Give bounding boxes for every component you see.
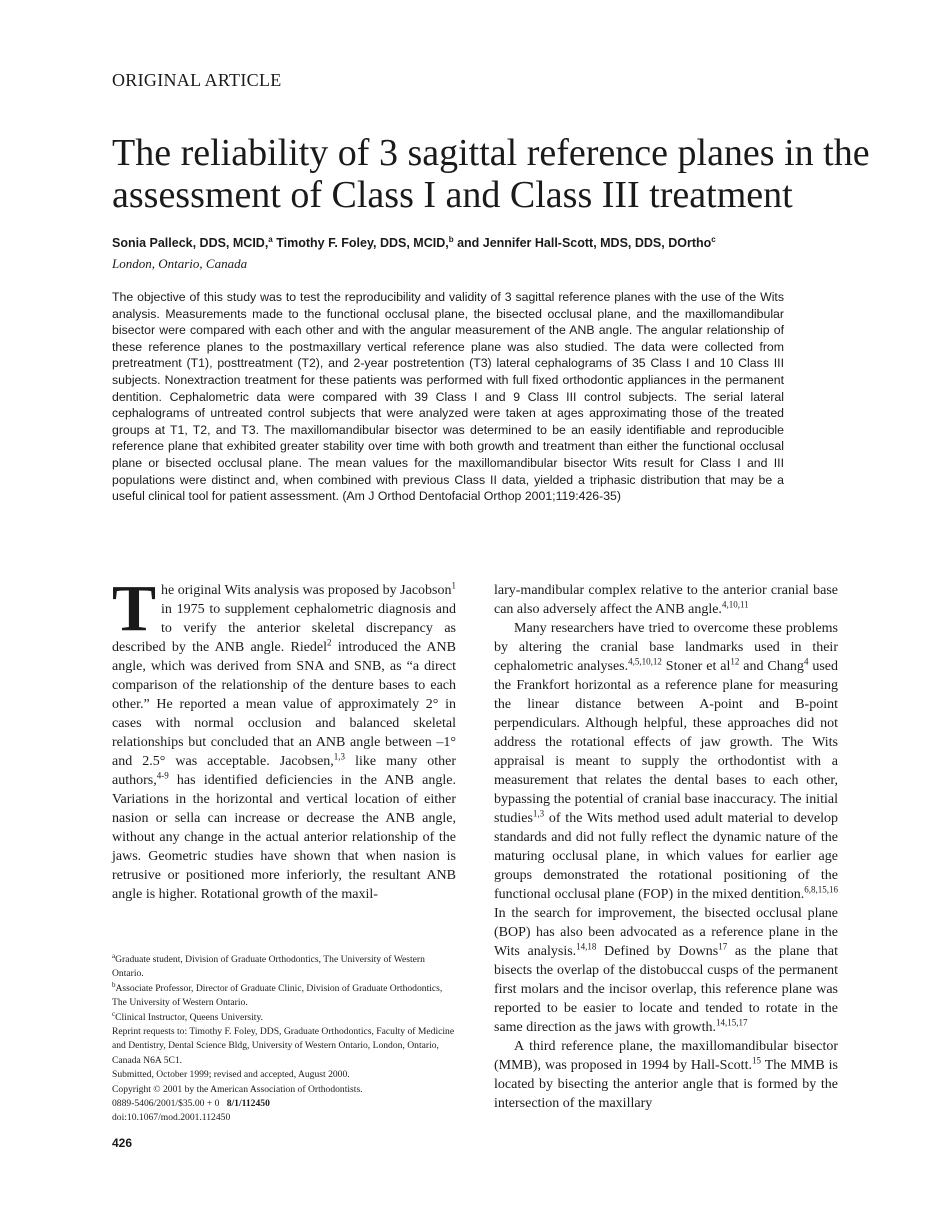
body-paragraph [494,619,838,1037]
reference-superscript: 14,15,17 [716,1017,748,1028]
author-name: and Jennifer Hall-Scott, MDS, DDS, DOrtho [453,236,712,250]
body-column-left [112,572,456,904]
body-text: Defined by Downs [596,944,719,959]
body-text: in 1975 to supplement cephalometric diagnosis and to verify the anterior skeletal discrepancy as described by the ANB angle. Riedel [112,602,456,655]
body-paragraph [494,581,838,619]
drop-cap: T [112,572,157,645]
abstract: The objective of this study was to test the reproducibility and validity of 3 sagittal reference planes with the use of the Wits analysis. Measurements made to the functional occlusal plane, the bisected occlusal plane, and the maxillomandibular bisector were compared with each other and with the angular measurement of the ANB angle. The angular relationship of these reference planes to the postmaxillary vertical reference plane was also studied. The data were collected from pretreatment (T1), posttreatment (T2), and 2-year postretention (T3) lateral cephalograms of 35 Class I and 10 Class III subjects. Nonextraction treatment for these patients was performed with full fixed orthodontic appliances in the permanent dentition. Cephalometric data were compared with 39 Class I and 9 Class III control subjects. The serial lateral cephalograms of untreated control subjects that were analyzed were taken at ages approximating those of the treated groups at T1, T2, and T3. The maxillomandibular bisector was determined to be an easily identifiable and reproducible reference plane that exhibited greater stability over time with both growth and treatment than either the functional occlusal plane or bisected occlusal plane. The mean values for the maxillomandibular bisector Wits result for Class I and III populations were distinct and, when combined with previous Class II data, yielded a triphasic distribution that may be a useful clinical tool for patient assessment. (Am J Orthod Dentofacial Orthop 2001;119:426-35) [112,290,784,504]
footnote-text: Associate Professor, Director of Graduate Clinic, Division of Graduate Orthodontics, The University of Western Ontario. [112,982,443,1009]
issn: 0889-5406/2001/$35.00 + 0 [112,1098,220,1110]
footnote-mark: b [112,980,116,989]
footnote-text: Clinical Instructor, Queens University. [115,1011,264,1023]
body-text: as the plane that bisects the overlap of the distobuccal cusps of the permanent first molars and the incisor overlap, this reference plane was reported to be easier to locate and tended to rotate in the same direction as the jaws with growth. [494,944,839,1035]
body-text: lary-mandibular complex relative to the anterior cranial base can also adversely affect the ANB angle. [494,583,838,617]
reference-superscript: 6,8,15,16 [804,884,838,895]
copyright: Copyright © 2001 by the American Association of Orthodontists. [112,1083,363,1095]
footnote-text: Graduate student, Division of Graduate Orthodontics, The University of Western Ontario. [112,954,425,980]
author-affiliation-mark: b [448,234,454,244]
reference-superscript: 14,18 [576,941,597,952]
reference-superscript: 4,5,10,12 [628,656,662,667]
reference-superscript: 15 [751,1055,761,1066]
author-affiliation-mark: c [711,234,716,244]
reference-superscript: 1 [451,580,456,591]
reference-superscript: 4-9 [156,770,169,781]
body-text: The MMB is located by bisecting the anterior angle that is formed by the intersection of the maxillary [494,1058,838,1111]
article-code: 8/1/112450 [226,1098,270,1110]
reference-superscript: 2 [327,637,332,648]
reference-superscript: 4 [803,656,809,667]
body-text: introduced the ANB angle, which was derived from SNA and SNB, as “a direct comparison of the relationship of the denture bases to each other.” He reported a mean value of approximately 2° in cases with normal occlusion and balanced skeletal relationships but concluded that an ANB angle between –1° and 2.5° was acceptable. Jacobsen, [112,640,456,769]
footnote-a [112,953,458,982]
submission-dates: Submitted, October 1999; revised and accepted, August 2000. [112,1069,350,1081]
issn-line [112,1097,458,1111]
author-name: Timothy F. Foley, DDS, MCID, [272,236,449,250]
body-text: has identified deficiencies in the ANB angle. Variations in the horizontal and vertical location of either nasion or sella can increase or decrease the ANB angle, without any change in the actual anterior relationship of the jaws. Geometric studies have shown that when nasion is retrusive or positioned more inferiorly, the resultant ANB angle is higher. Rotational growth of the maxil- [112,773,456,902]
footnotes [112,953,458,1126]
author-list [112,236,872,250]
footnote-mark: c [112,1009,116,1018]
body-column-right [494,581,838,1113]
footnote-mark: a [112,951,116,960]
body-text: Stoner et al [661,659,731,674]
author-affiliation-mark: a [268,234,273,244]
reference-superscript: 12 [730,656,740,667]
body-text: Many researchers have tried to overcome these problems by altering the cranial base landmarks used in their cephalometric analyses. [494,621,838,674]
section-label: ORIGINAL ARTICLE [112,70,282,90]
body-paragraph [494,1037,838,1113]
page-number: 426 [112,1136,133,1150]
body-text: like many other authors, [112,754,456,788]
doi: doi:10.1067/mod.2001.112450 [112,1112,231,1124]
body-text: of the Wits method used adult material to develop standards and did not fully reflect the dynamic nature of the maturing occlusal plane, in which values for earlier age groups demonstrated the rotational positioning of the functional occlusal plane (FOP) in the mixed dentition. [494,811,838,902]
body-text: used the Frankfort horizontal as a reference plane for measuring the linear distance between A-point and B-point perpendiculars. Although helpful, these approaches did not address the rotational effects of jaw growth. The Wits appraisal is meant to supply the orthodontist with a measurement that relates the dental bases to each other, bypassing the potential of cranial base inaccuracy. The initial studies [494,659,839,826]
body-text: and Chang [739,659,804,674]
reference-superscript: 1,3 [333,751,346,762]
reference-superscript: 4,10,11 [721,599,749,610]
reprint-requests: Reprint requests to: Timothy F. Foley, DDS, Graduate Orthodontics, Faculty of Medicine and Dentistry, Dental Science Bldg, University of Western Ontario, London, Ontario, Canada N6A 5C1. [112,1026,455,1066]
body-text: A third reference plane, the maxillomandibular bisector (MMB), was proposed in 1994 by Hall-Scott. [494,1039,838,1073]
article-title: The reliability of 3 sagittal reference planes in the assessment of Class I and Class III treatment [112,132,870,216]
footnote-c [112,1011,458,1025]
reference-superscript: 1,3 [532,808,545,819]
reference-superscript: 17 [718,941,728,952]
body-text: In the search for improvement, the bisected occlusal plane (BOP) has also been advocated as a reference plane in the Wits analysis. [494,906,838,959]
body-paragraph [112,572,456,904]
body-text: he original Wits analysis was proposed by Jacobson [161,583,452,598]
footnote-b [112,982,458,1011]
author-name: Sonia Palleck, DDS, MCID, [112,236,269,250]
affiliation: London, Ontario, Canada [112,256,248,271]
